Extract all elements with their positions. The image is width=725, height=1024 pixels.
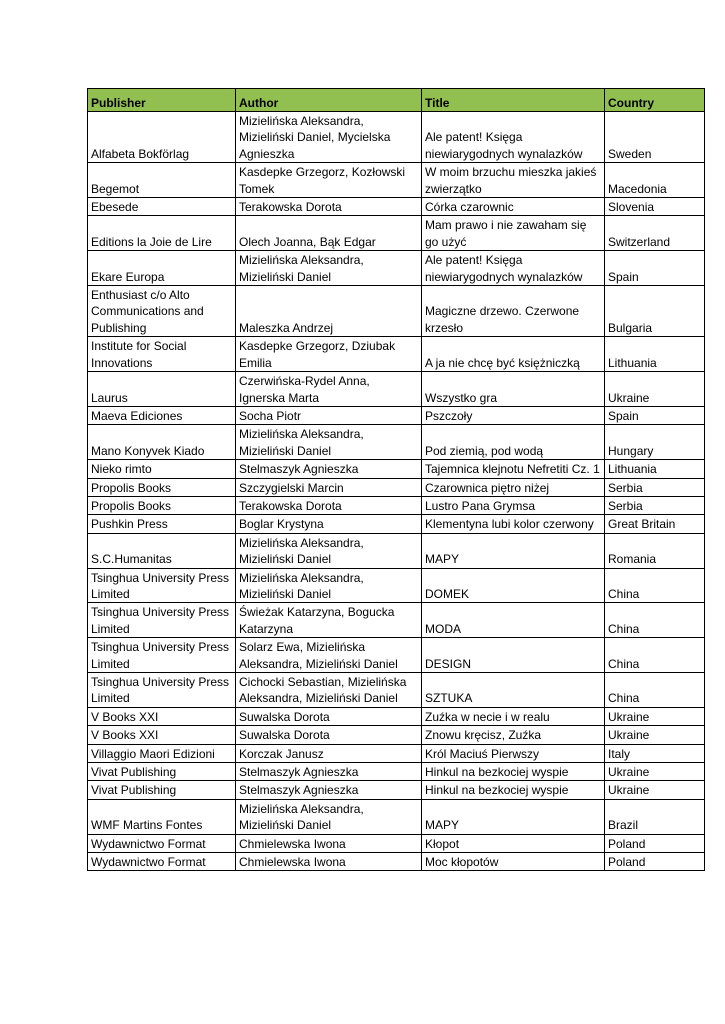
cell-author: Suwalska Dorota [236,707,422,725]
cell-title: Tajemnica klejnotu Nefretiti Cz. 1 [422,460,605,478]
cell-publisher: Vivat Publishing [88,763,236,781]
cell-title: MAPY [422,799,605,834]
cell-publisher: Begemot [88,163,236,198]
table-row [88,638,705,673]
cell-author: Mizielińska Aleksandra, Mizieliński Daniel, Mycielska Agnieszka [236,112,422,163]
cell-title: Pszczoły [422,406,605,424]
cell-country: Ukraine [605,781,705,799]
header-title: Title [422,89,605,112]
table-row [88,286,705,337]
cell-title: Zuźka w necie i w realu [422,707,605,725]
cell-author: Chmielewska Iwona [236,834,422,852]
cell-publisher: Editions la Joie de Lire [88,216,236,251]
table-row [88,603,705,638]
cell-publisher: Propolis Books [88,496,236,514]
cell-author: Terakowska Dorota [236,496,422,514]
cell-publisher: Ebesede [88,198,236,216]
cell-author: Maleszka Andrzej [236,286,422,337]
cell-country: Serbia [605,478,705,496]
cell-title: Córka czarownic [422,198,605,216]
cell-publisher: S.C.Humanitas [88,533,236,568]
cell-publisher: Tsinghua University Press Limited [88,568,236,603]
cell-title: DOMEK [422,568,605,603]
cell-author: Czerwińska-Rydel Anna, Ignerska Marta [236,372,422,407]
table-row [88,163,705,198]
cell-publisher: Vivat Publishing [88,781,236,799]
cell-title: Czarownica piętro niżej [422,478,605,496]
table-row [88,568,705,603]
cell-author: Mizielińska Aleksandra, Mizieliński Daniel [236,568,422,603]
cell-title: Ale patent! Księga niewiarygodnych wynalazków [422,112,605,163]
cell-title: Król Maciuś Pierwszy [422,744,605,762]
table-row [88,763,705,781]
cell-country: Macedonia [605,163,705,198]
cell-title: DESIGN [422,638,605,673]
cell-publisher: Enthusiast c/o Alto Communications and Publishing [88,286,236,337]
cell-author: Chmielewska Iwona [236,853,422,871]
cell-publisher: Villaggio Maori Edizioni [88,744,236,762]
cell-author: Mizielińska Aleksandra, Mizieliński Daniel [236,425,422,460]
cell-publisher: Laurus [88,372,236,407]
cell-country: Serbia [605,496,705,514]
table-body [88,112,705,871]
cell-author: Kasdepke Grzegorz, Kozłowski Tomek [236,163,422,198]
cell-country: Spain [605,406,705,424]
cell-title: MAPY [422,533,605,568]
header-country: Country [605,89,705,112]
cell-author: Terakowska Dorota [236,198,422,216]
cell-country: Slovenia [605,198,705,216]
cell-publisher: Pushkin Press [88,515,236,533]
cell-title: W moim brzuchu mieszka jakieś zwierzątko [422,163,605,198]
table-row [88,707,705,725]
cell-publisher: Ekare Europa [88,251,236,286]
table-row [88,372,705,407]
cell-author: Mizielińska Aleksandra, Mizieliński Daniel [236,533,422,568]
cell-author: Stelmaszyk Agnieszka [236,763,422,781]
cell-title: Klementyna lubi kolor czerwony [422,515,605,533]
cell-publisher: Alfabeta Bokförlag [88,112,236,163]
cell-publisher: V Books XXI [88,707,236,725]
table-row [88,425,705,460]
table-row [88,251,705,286]
cell-publisher: Mano Konyvek Kiado [88,425,236,460]
cell-author: Mizielińska Aleksandra, Mizieliński Daniel [236,799,422,834]
cell-country: Lithuania [605,337,705,372]
table-row [88,112,705,163]
cell-publisher: Institute for Social Innovations [88,337,236,372]
cell-publisher: Propolis Books [88,478,236,496]
cell-title: MODA [422,603,605,638]
cell-title: Wszystko gra [422,372,605,407]
cell-title: Kłopot [422,834,605,852]
cell-author: Socha Piotr [236,406,422,424]
cell-title: Lustro Pana Grymsa [422,496,605,514]
cell-title: Moc kłopotów [422,853,605,871]
cell-author: Korczak Janusz [236,744,422,762]
cell-country: Lithuania [605,460,705,478]
table-row [88,853,705,871]
cell-country: China [605,568,705,603]
cell-country: China [605,638,705,673]
table-row [88,406,705,424]
cell-title: Ale patent! Księga niewiarygodnych wynalazków [422,251,605,286]
table-row [88,834,705,852]
cell-country: Bulgaria [605,286,705,337]
cell-publisher: Tsinghua University Press Limited [88,638,236,673]
cell-country: Spain [605,251,705,286]
cell-title: Mam prawo i nie zawaham się go użyć [422,216,605,251]
header-row [88,89,705,112]
cell-country: Italy [605,744,705,762]
cell-country: Hungary [605,425,705,460]
table-row [88,460,705,478]
cell-author: Kasdepke Grzegorz, Dziubak Emilia [236,337,422,372]
cell-publisher: V Books XXI [88,726,236,744]
cell-country: Ukraine [605,372,705,407]
cell-author: Solarz Ewa, Mizielińska Aleksandra, Mizieliński Daniel [236,638,422,673]
cell-author: Szczygielski Marcin [236,478,422,496]
cell-publisher: Nieko rimto [88,460,236,478]
table-row [88,673,705,708]
header-publisher: Publisher [88,89,236,112]
table-row [88,337,705,372]
header-author: Author [236,89,422,112]
cell-country: Ukraine [605,707,705,725]
table-row [88,216,705,251]
cell-publisher: Maeva Ediciones [88,406,236,424]
cell-author: Olech Joanna, Bąk Edgar [236,216,422,251]
cell-author: Mizielińska Aleksandra, Mizieliński Daniel [236,251,422,286]
cell-author: Świeżak Katarzyna, Bogucka Katarzyna [236,603,422,638]
cell-country: Poland [605,834,705,852]
table-row [88,496,705,514]
cell-title: Magiczne drzewo. Czerwone krzesło [422,286,605,337]
cell-country: Brazil [605,799,705,834]
cell-publisher: Wydawnictwo Format [88,853,236,871]
cell-country: China [605,673,705,708]
cell-publisher: Tsinghua University Press Limited [88,673,236,708]
cell-author: Boglar Krystyna [236,515,422,533]
cell-country: Poland [605,853,705,871]
table-row [88,478,705,496]
cell-title: Pod ziemią, pod wodą [422,425,605,460]
cell-title: Znowu kręcisz, Zuźka [422,726,605,744]
table-row [88,799,705,834]
cell-author: Stelmaszyk Agnieszka [236,460,422,478]
cell-country: Ukraine [605,726,705,744]
table-row [88,726,705,744]
cell-publisher: WMF Martins Fontes [88,799,236,834]
publisher-table [87,88,705,871]
table-row [88,533,705,568]
cell-title: SZTUKA [422,673,605,708]
cell-publisher: Wydawnictwo Format [88,834,236,852]
table-row [88,744,705,762]
cell-author: Suwalska Dorota [236,726,422,744]
cell-country: Switzerland [605,216,705,251]
cell-author: Cichocki Sebastian, Mizielińska Aleksandra, Mizieliński Daniel [236,673,422,708]
cell-title: A ja nie chcę być księżniczką [422,337,605,372]
cell-country: Great Britain [605,515,705,533]
cell-country: China [605,603,705,638]
table-row [88,515,705,533]
table-row [88,198,705,216]
cell-country: Sweden [605,112,705,163]
cell-publisher: Tsinghua University Press Limited [88,603,236,638]
cell-country: Ukraine [605,763,705,781]
cell-author: Stelmaszyk Agnieszka [236,781,422,799]
table-row [88,781,705,799]
cell-title: Hinkul na bezkociej wyspie [422,781,605,799]
cell-country: Romania [605,533,705,568]
cell-title: Hinkul na bezkociej wyspie [422,763,605,781]
